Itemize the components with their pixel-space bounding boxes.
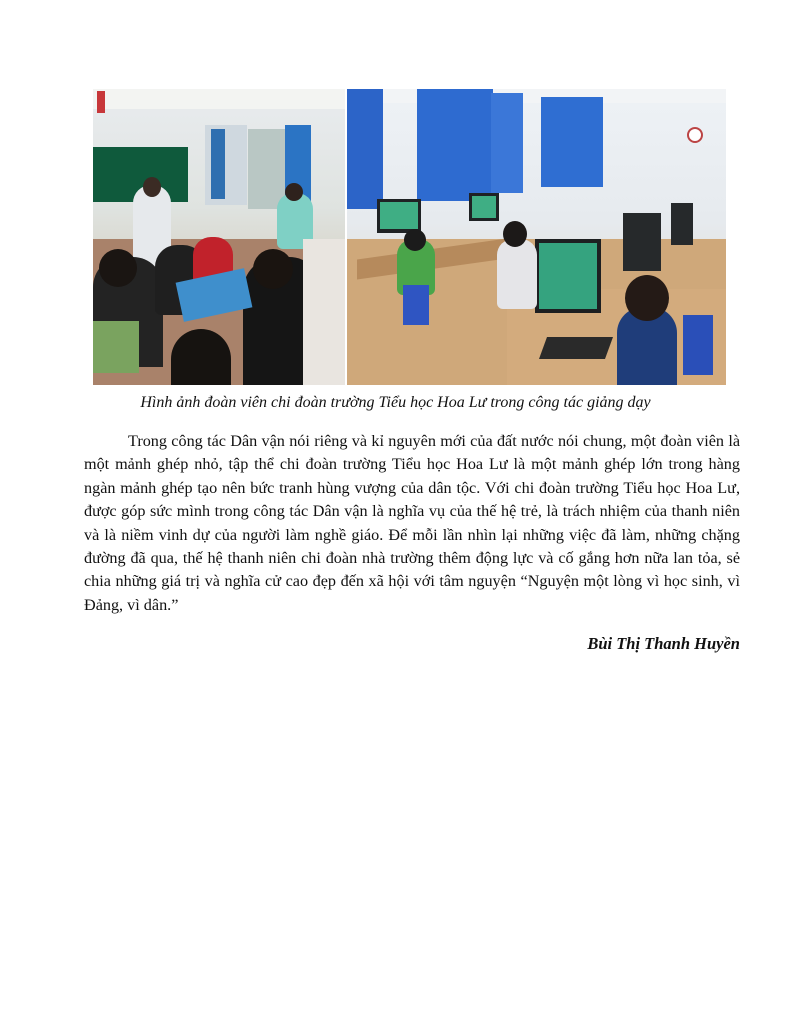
body-paragraph: Trong công tác Dân vận nói riêng và kỉ nguyên mới của đất nước nói chung, một đoàn viên là một mảnh ghép nhỏ, tập thể chi đoàn trường Tiểu học Hoa Lư là một mảnh ghép lớn trong hàng ngàn mảnh ghép tạo nên bức tranh hùng vượng của dân tộc. Với chi đoàn trường Tiểu học Hoa Lư, được góp sức mình trong công tác Dân vận là nghĩa vụ của thế hệ trẻ, là trách nhiệm của thanh niên và là niềm vinh dự của người làm nghề giáo. Để mỗi lần nhìn lại những việc đã làm, những chặng đường đã qua, thế hệ thanh niên chi đoàn nhà trường thêm động lực và cố gắng hơn nữa lan tỏa, sẻ chia những giá trị và nghĩa cử cao đẹp đến xã hội với tâm nguyện “Nguyện một lòng vì học sinh, vì Đảng, vì dân.” (84, 432, 740, 614)
classroom-photo (93, 89, 345, 385)
computer-lab-photo (347, 89, 726, 385)
photo-collage (93, 89, 726, 385)
author-signature: Bùi Thị Thanh Huyền (587, 634, 740, 653)
photo-caption: Hình ảnh đoàn viên chi đoàn trường Tiểu học Hoa Lư trong công tác giảng dạy (140, 394, 651, 411)
